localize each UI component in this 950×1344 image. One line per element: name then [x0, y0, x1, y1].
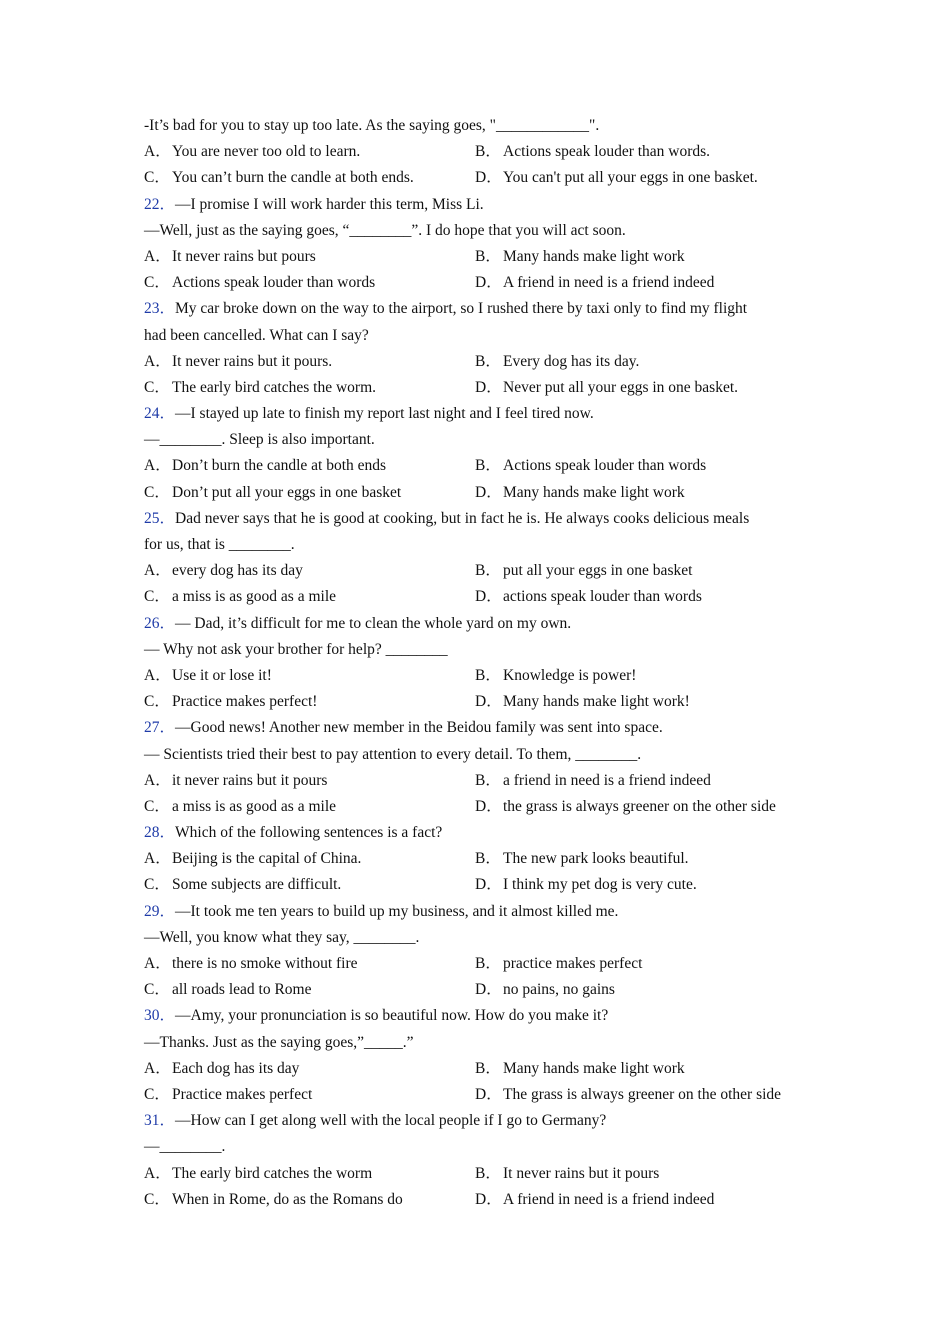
option-text: It never rains but pours — [172, 247, 316, 265]
answer-option — [475, 1056, 685, 1082]
answer-option — [144, 165, 414, 191]
option-text: practice makes perfect — [503, 955, 643, 972]
question-block-continued — [144, 113, 824, 192]
answer-option — [475, 1187, 714, 1213]
option-text: Many hands make light work! — [503, 693, 690, 711]
option-letter: C． — [144, 876, 170, 894]
answer-option — [475, 846, 689, 872]
answer-option — [144, 244, 316, 270]
option-letter: D． — [475, 981, 502, 999]
answer-option — [144, 270, 375, 296]
options-row — [144, 951, 824, 977]
question-block — [144, 1003, 824, 1108]
option-text: every dog has its day — [172, 562, 303, 580]
question-line — [144, 742, 824, 768]
options-row — [144, 768, 824, 794]
question-text: —________. Sleep is also important. — [144, 431, 375, 449]
option-letter: D． — [475, 1085, 502, 1103]
options-row — [144, 453, 824, 479]
option-letter: C． — [144, 588, 170, 606]
question-text: Which of the following sentences is a fact? — [175, 824, 443, 842]
option-letter: A． — [144, 1164, 171, 1182]
option-letter: C． — [144, 1085, 170, 1103]
option-letter: B． — [475, 850, 501, 868]
option-text: Some subjects are difficult. — [172, 876, 342, 894]
option-letter: C． — [144, 693, 170, 711]
option-text: all roads lead to Rome — [172, 981, 312, 999]
question-text: —________. — [144, 1138, 226, 1156]
answer-option — [144, 951, 358, 977]
question-block — [144, 715, 824, 820]
options-row — [144, 480, 824, 506]
option-text: Don’t put all your eggs in one basket — [172, 483, 402, 501]
question-line — [144, 637, 824, 663]
question-number: 24． — [144, 405, 176, 423]
option-letter: B． — [475, 1059, 501, 1077]
question-line — [144, 715, 824, 741]
option-text: Actions speak louder than words — [172, 274, 376, 292]
option-letter: A． — [144, 1059, 171, 1077]
answer-option — [475, 872, 697, 898]
option-text: You are never too old to learn. — [172, 143, 361, 161]
question-text: -It’s bad for you to stay up too late. As the saying goes, "____________". — [144, 117, 600, 134]
question-line — [144, 1108, 824, 1134]
option-letter: A． — [144, 247, 171, 265]
option-text: Practice makes perfect — [172, 1085, 313, 1103]
answer-option — [475, 584, 702, 610]
question-line — [144, 401, 824, 427]
question-text: —Amy, your pronunciation is so beautiful now. How do you make it? — [175, 1007, 609, 1025]
option-text: a friend in need is a friend indeed — [503, 771, 711, 789]
option-letter: D． — [475, 797, 502, 815]
option-letter: A． — [144, 352, 171, 370]
answer-option — [475, 480, 685, 506]
answer-option — [475, 768, 711, 794]
answer-option — [144, 846, 361, 872]
question-number: 29． — [144, 902, 176, 920]
option-text: When in Rome, do as the Romans do — [172, 1190, 403, 1208]
option-text: The early bird catches the worm. — [172, 378, 376, 396]
option-letter: D． — [475, 588, 502, 606]
option-text: Don’t burn the candle at both ends — [172, 457, 387, 475]
answer-option — [144, 139, 360, 165]
option-letter: C． — [144, 169, 170, 187]
question-line — [144, 1003, 824, 1029]
option-letter: A． — [144, 850, 171, 868]
question-text: for us, that is ________. — [144, 536, 295, 553]
option-letter: B． — [475, 143, 501, 161]
question-text: —I promise I will work harder this term, Miss Li. — [175, 195, 484, 213]
option-text: Each dog has its day — [172, 1059, 300, 1077]
option-text: A friend in need is a friend indeed — [503, 1190, 715, 1208]
option-letter: B． — [475, 771, 501, 789]
option-text: there is no smoke without fire — [172, 955, 358, 972]
option-letter: B． — [475, 1164, 501, 1182]
option-text: The new park looks beautiful. — [503, 850, 689, 868]
question-line — [144, 427, 824, 453]
option-text: It never rains but it pours. — [172, 352, 333, 370]
answer-option — [144, 558, 303, 584]
question-text: —Well, you know what they say, ________. — [144, 928, 420, 946]
question-block — [144, 899, 824, 1004]
question-block — [144, 611, 824, 716]
options-row — [144, 165, 824, 191]
answer-option — [144, 977, 311, 1003]
question-number: 23． — [144, 300, 176, 318]
answer-option — [144, 663, 272, 689]
option-text: Actions speak louder than words — [503, 457, 707, 475]
option-text: You can’t burn the candle at both ends. — [172, 169, 414, 187]
option-letter: A． — [144, 143, 171, 161]
option-text: The early bird catches the worm — [172, 1164, 373, 1182]
option-text: Use it or lose it! — [172, 666, 272, 684]
option-letter: B． — [475, 955, 501, 972]
question-line — [144, 820, 824, 846]
option-text: put all your eggs in one basket — [503, 562, 693, 580]
question-block — [144, 401, 824, 506]
answer-option — [475, 1161, 659, 1187]
question-line — [144, 296, 824, 322]
answer-option — [144, 375, 376, 401]
option-letter: C． — [144, 483, 170, 501]
option-letter: D． — [475, 274, 502, 292]
question-line — [144, 899, 824, 925]
option-text: it never rains but it pours — [172, 771, 328, 789]
option-text: Many hands make light work — [503, 483, 685, 501]
options-row — [144, 349, 824, 375]
option-letter: A． — [144, 562, 171, 580]
options-row — [144, 1161, 824, 1187]
option-letter: C． — [144, 378, 170, 396]
answer-option — [475, 165, 758, 191]
option-text: Every dog has its day. — [503, 352, 640, 370]
question-line — [144, 1134, 824, 1160]
question-number: 28． — [144, 824, 176, 842]
question-list — [144, 113, 824, 1213]
question-text: —Good news! Another new member in the Beidou family was sent into space. — [175, 719, 663, 737]
question-block — [144, 506, 824, 611]
answer-option — [475, 453, 706, 479]
options-row — [144, 584, 824, 610]
answer-option — [144, 349, 332, 375]
question-text: —It took me ten years to build up my business, and it almost killed me. — [175, 902, 619, 920]
option-text: no pains, no gains — [503, 981, 615, 999]
option-letter: A． — [144, 771, 171, 789]
option-letter: D． — [475, 378, 502, 396]
question-line — [144, 323, 824, 349]
options-row — [144, 1056, 824, 1082]
option-text: A friend in need is a friend indeed — [503, 274, 715, 292]
answer-option — [475, 375, 738, 401]
option-text: Practice makes perfect! — [172, 693, 318, 711]
answer-option — [144, 1161, 372, 1187]
option-text: Many hands make light work — [503, 247, 685, 265]
question-text: had been cancelled. What can I say? — [144, 326, 369, 344]
options-row — [144, 663, 824, 689]
answer-option — [475, 349, 639, 375]
question-text: —How can I get along well with the local people if I go to Germany? — [175, 1112, 607, 1130]
question-text: My car broke down on the way to the airport, so I rushed there by taxi only to find my flight — [175, 300, 748, 318]
option-letter: D． — [475, 169, 502, 187]
option-text: You can't put all your eggs in one basket. — [503, 169, 758, 187]
answer-option — [144, 872, 341, 898]
answer-option — [475, 1082, 781, 1108]
question-number: 26． — [144, 614, 176, 632]
option-text: Beijing is the capital of China. — [172, 850, 362, 868]
option-text: It never rains but it pours — [503, 1164, 660, 1182]
option-text: Many hands make light work — [503, 1059, 685, 1077]
question-line — [144, 113, 824, 139]
answer-option — [475, 244, 685, 270]
option-text: The grass is always greener on the other side — [503, 1085, 782, 1103]
options-row — [144, 689, 824, 715]
question-number: 31． — [144, 1112, 176, 1130]
options-row — [144, 558, 824, 584]
answer-option — [144, 794, 336, 820]
option-letter: B． — [475, 562, 501, 580]
option-letter: D． — [475, 1190, 502, 1208]
question-text: Dad never says that he is good at cooking, but in fact he is. He always cooks delicious meals — [175, 509, 750, 527]
answer-option — [475, 951, 642, 977]
question-text: — Scientists tried their best to pay attention to every detail. To them, ________. — [144, 745, 642, 763]
option-letter: D． — [475, 876, 502, 894]
option-letter: D． — [475, 693, 502, 711]
option-text: Knowledge is power! — [503, 666, 637, 684]
option-letter: B． — [475, 666, 501, 684]
question-text: — Why not ask your brother for help? ________ — [144, 640, 448, 658]
option-letter: B． — [475, 352, 501, 370]
option-text: a miss is as good as a mile — [172, 588, 337, 606]
option-text: the grass is always greener on the other side — [503, 797, 776, 815]
option-letter: B． — [475, 457, 501, 475]
option-letter: B． — [475, 247, 501, 265]
option-letter: A． — [144, 457, 171, 475]
question-number: 27． — [144, 719, 176, 737]
options-row — [144, 794, 824, 820]
answer-option — [475, 270, 714, 296]
question-line — [144, 925, 824, 951]
question-line — [144, 1030, 824, 1056]
options-row — [144, 1082, 824, 1108]
options-row — [144, 270, 824, 296]
option-letter: C． — [144, 797, 170, 815]
answer-option — [475, 689, 690, 715]
question-line — [144, 611, 824, 637]
question-line — [144, 192, 824, 218]
option-text: Never put all your eggs in one basket. — [503, 378, 739, 396]
answer-option — [144, 689, 317, 715]
answer-option — [144, 480, 401, 506]
answer-option — [475, 558, 692, 584]
answer-option — [144, 768, 327, 794]
question-block — [144, 820, 824, 899]
question-number: 25． — [144, 509, 176, 527]
option-letter: C． — [144, 981, 170, 999]
question-line — [144, 218, 824, 244]
question-block — [144, 296, 824, 401]
answer-option — [475, 663, 636, 689]
question-line — [144, 506, 824, 532]
question-block — [144, 1108, 824, 1213]
options-row — [144, 1187, 824, 1213]
option-letter: C． — [144, 274, 170, 292]
answer-option — [144, 584, 336, 610]
answer-option — [475, 139, 710, 165]
question-text: —I stayed up late to finish my report last night and I feel tired now. — [175, 405, 594, 423]
question-block — [144, 192, 824, 297]
options-row — [144, 375, 824, 401]
question-number: 22． — [144, 195, 176, 213]
answer-option — [475, 794, 776, 820]
options-row — [144, 846, 824, 872]
option-text: I think my pet dog is very cute. — [503, 876, 697, 894]
question-line — [144, 532, 824, 558]
question-text: — Dad, it’s difficult for me to clean the whole yard on my own. — [175, 614, 572, 632]
option-letter: A． — [144, 666, 171, 684]
option-text: a miss is as good as a mile — [172, 797, 337, 815]
option-text: Actions speak louder than words. — [503, 143, 711, 161]
option-text: actions speak louder than words — [503, 588, 702, 606]
options-row — [144, 139, 824, 165]
answer-option — [144, 1082, 312, 1108]
options-row — [144, 872, 824, 898]
options-row — [144, 244, 824, 270]
question-number: 30． — [144, 1007, 176, 1025]
answer-option — [144, 1187, 403, 1213]
question-text: —Well, just as the saying goes, “________”. I do hope that you will act soon. — [144, 221, 626, 239]
option-letter: A． — [144, 955, 171, 972]
question-text: —Thanks. Just as the saying goes,”_____.” — [144, 1033, 414, 1051]
answer-option — [144, 453, 386, 479]
option-letter: C． — [144, 1190, 170, 1208]
option-letter: D． — [475, 483, 502, 501]
options-row — [144, 977, 824, 1003]
answer-option — [475, 977, 615, 1003]
answer-option — [144, 1056, 299, 1082]
